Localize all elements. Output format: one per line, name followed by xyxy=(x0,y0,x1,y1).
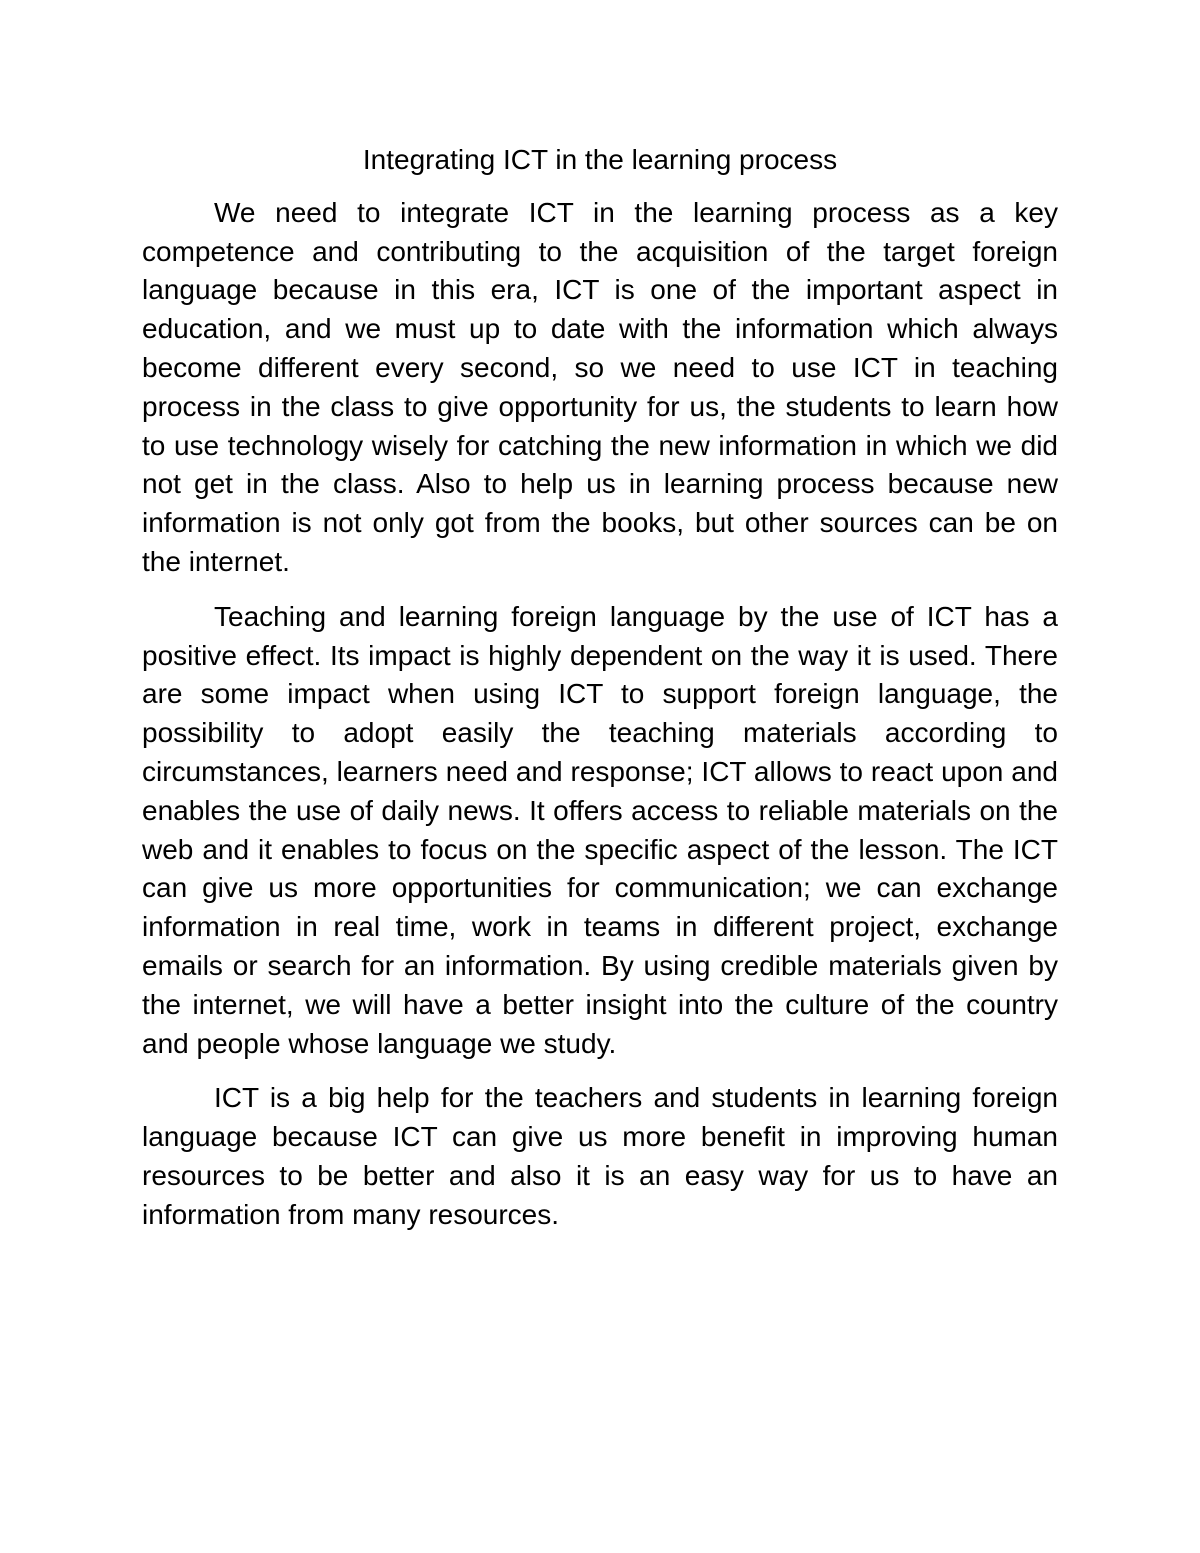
document-title: Integrating ICT in the learning process xyxy=(362,144,838,175)
document-body xyxy=(142,141,1058,1251)
paragraph-2: Teaching and learning foreign language by the use of ICT has a positive effect. Its impact is highly dependent on the way it is used. There are some impact when using ICT to support foreign language, the possibility to adopt easily the teaching materials according to circumstances, learners need and response; ICT allows to react upon and enables the use of daily news. It offers access to reliable materials on the web and it enables to focus on the specific aspect of the lesson. The ICT can give us more opportunities for communication; we can exchange information in real time, work in teams in different project, exchange emails or search for an information. By using credible materials given by the internet, we will have a better insight into the culture of the country and people whose language we study. xyxy=(142,600,1058,1059)
paragraph-3: ICT is a big help for the teachers and students in learning foreign language because ICT can give us more benefit in improving human resources to be better and also it is an easy way for us to have an information from many resources. xyxy=(142,1082,1058,1230)
paragraph-1: We need to integrate ICT in the learning process as a key competence and contributing to the acquisition of the target foreign language because in this era, ICT is one of the important aspect in education, and we must up to date with the information which always become different every second, so we need to use ICT in teaching process in the class to give opportunity for us, the students to learn how to use technology wisely for catching the new information in which we did not get in the class. Also to help us in learning process because new information is not only got from the books, but other sources can be on the internet. xyxy=(142,196,1058,577)
